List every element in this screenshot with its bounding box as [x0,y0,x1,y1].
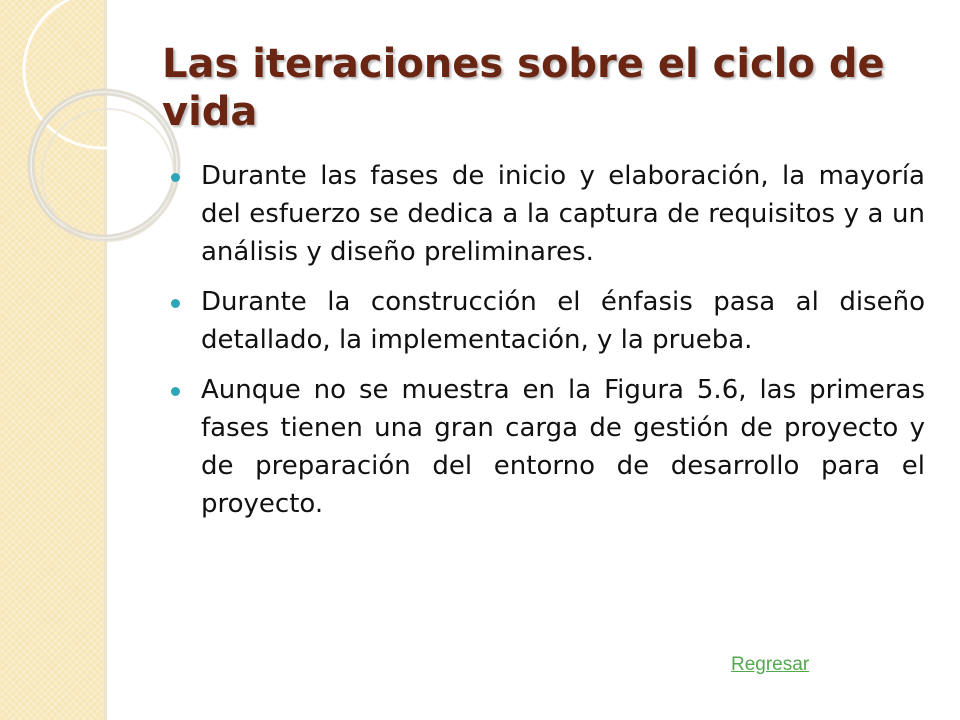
bullet-list [170,157,925,535]
bullet-item [170,371,925,523]
bullet-item [170,283,925,359]
regresar-link[interactable]: Regresar [731,654,810,675]
slide-title: Las iteraciones sobre el ciclo de vida [162,41,885,135]
bullet-text: Aunque no se muestra en la Figura 5.6, las primeras fases tienen una gran carga de gestión de proyecto y de preparación del entorno de desarrollo para el proyecto. [201,375,925,519]
bullet-dot-icon [171,299,180,308]
bullet-dot-icon [171,387,180,396]
bullet-text: Durante la construcción el énfasis pasa al diseño detallado, la implementación, y la prueba. [201,287,925,355]
bullet-item [170,157,925,271]
bullet-dot-icon [171,173,180,182]
bullet-text: Durante las fases de inicio y elaboración, la mayoría del esfuerzo se dedica a la captura de requisitos y a un análisis y diseño preliminares. [201,161,925,267]
